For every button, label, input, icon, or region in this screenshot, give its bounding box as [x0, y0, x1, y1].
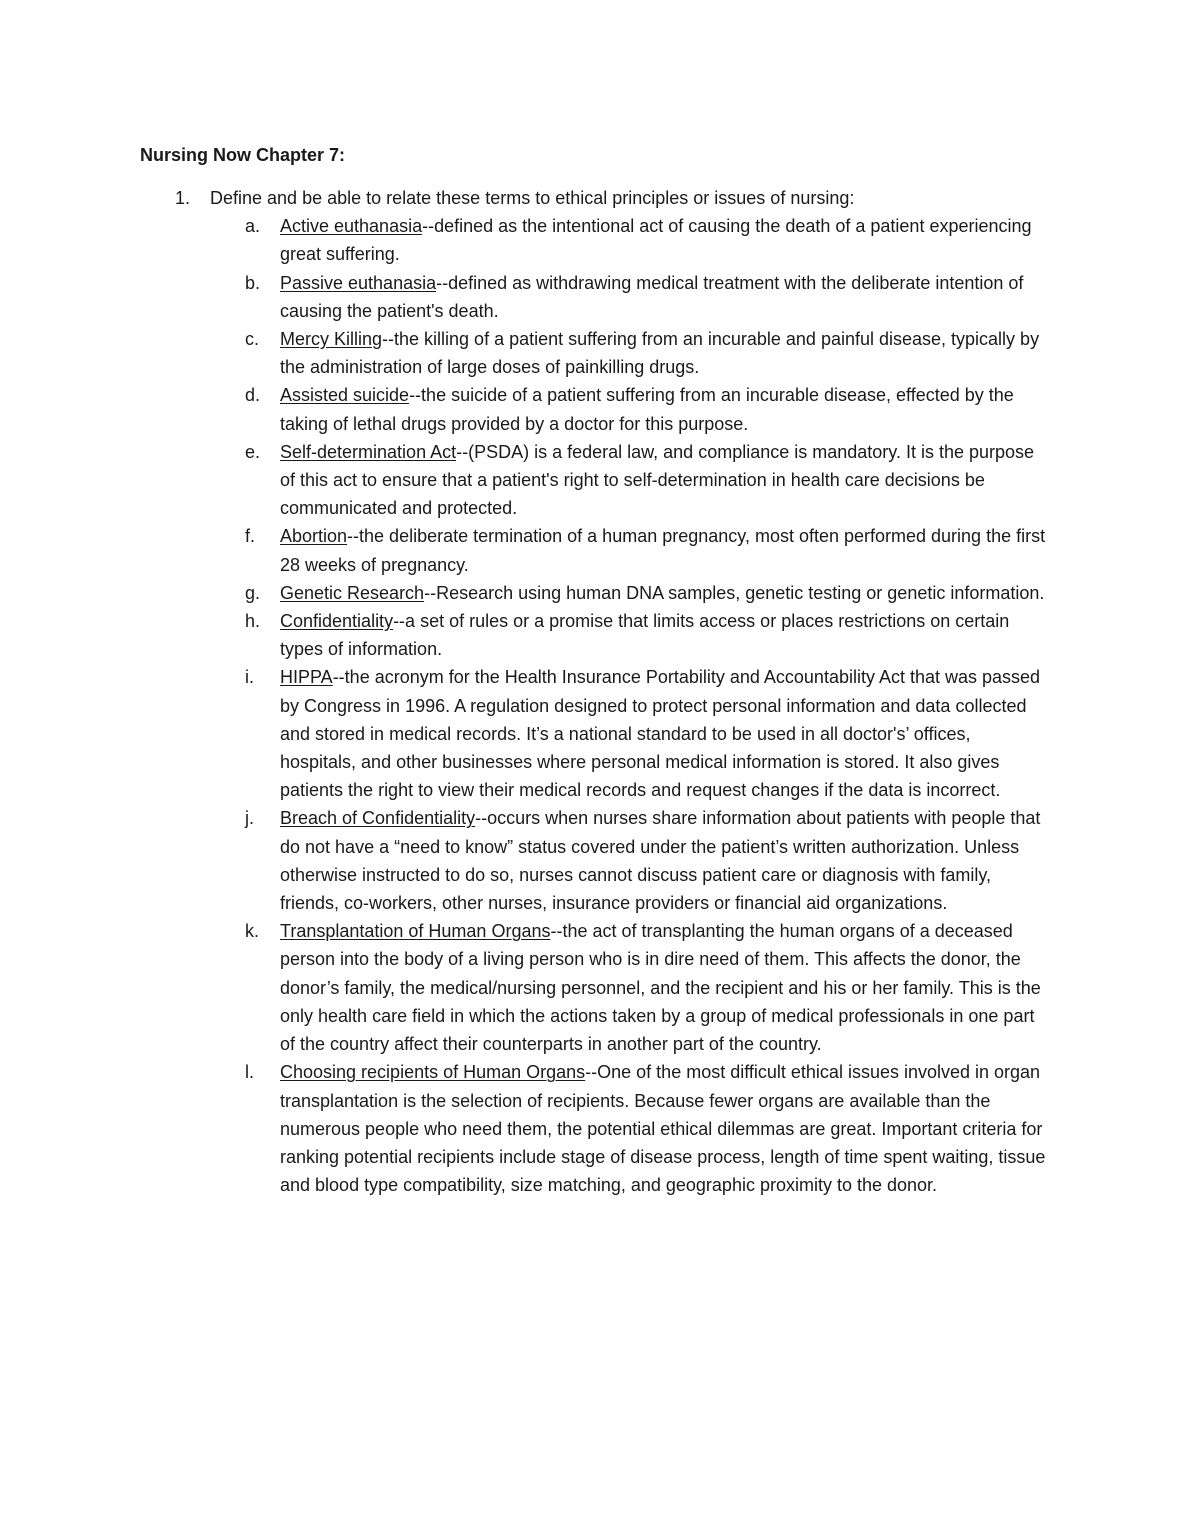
term-name: Abortion — [280, 526, 348, 547]
term-definition: --the acronym for the Health Insurance Portability and Accountability Act that was passed by Congress in 1996. A regulation designed to protect personal information and data collected and stored in medical records. It’s a national standard to be used in all doctor's’ offices, hospitals, and other businesses where personal medical information is stored. It also gives patients the right to view their medical records and request changes if the data is incorrect. — [280, 667, 1041, 801]
term-definition: --defined as the intentional act of causing the death of a patient experiencing great suffering. — [280, 216, 1032, 265]
question-prompt: Define and be able to relate these terms to ethical principles or issues of nursing: — [210, 188, 855, 208]
term-item — [175, 212, 1050, 268]
term-definition: --Research using human DNA samples, genetic testing or genetic information. — [424, 582, 1045, 603]
term-letter: j. — [245, 808, 254, 829]
question-1 — [175, 184, 1055, 1199]
term-name: Active euthanasia — [280, 216, 423, 237]
term-definition: --the suicide of a patient suffering from an incurable disease, effected by the taking of lethal drugs provided by a doctor for this purpose. — [280, 385, 1014, 434]
term-item — [175, 381, 1050, 437]
term-name: Genetic Research — [280, 582, 425, 603]
term-name: Passive euthanasia — [280, 272, 437, 293]
term-letter: b. — [245, 272, 261, 293]
term-item — [175, 804, 1050, 917]
term-definition: --(PSDA) is a federal law, and compliance is mandatory. It is the purpose of this act to ensure that a patient's right to self-determination in health care decisions be communicated and protected. — [280, 441, 1035, 519]
term-definition: --the killing of a patient suffering from an incurable and painful disease, typically by the administration of large doses of painkilling drugs. — [280, 329, 1040, 378]
term-name: Mercy Killing — [280, 329, 383, 350]
term-letter: f. — [245, 526, 256, 547]
terms-list — [175, 212, 1055, 1199]
term-letter: h. — [245, 611, 261, 632]
term-letter: g. — [245, 582, 261, 603]
term-item — [175, 325, 1050, 381]
term-item — [175, 917, 1050, 1058]
term-definition: --a set of rules or a promise that limits access or places restrictions on certain types of information. — [280, 611, 1010, 660]
term-item — [175, 269, 1050, 325]
term-name: Confidentiality — [280, 611, 394, 632]
term-letter: a. — [245, 216, 261, 237]
term-letter: c. — [245, 329, 260, 350]
term-item — [175, 663, 1050, 804]
term-definition: --occurs when nurses share information about patients with people that do not have a “need to know” status covered under the patient’s written authorization. Unless otherwise instructed to do so, nurses cannot discuss patient care or diagnosis with family, friends, co-workers, other nurses, insurance providers or financial aid organizations. — [280, 808, 1041, 914]
term-name: Breach of Confidentiality — [280, 808, 476, 829]
term-definition: --the deliberate termination of a human pregnancy, most often performed during the first 28 weeks of pregnancy. — [280, 526, 1046, 575]
term-name: Assisted suicide — [280, 385, 410, 406]
term-item — [175, 607, 1050, 663]
term-letter: l. — [245, 1062, 254, 1083]
term-name: Choosing recipients of Human Organs — [280, 1062, 586, 1083]
term-definition: --defined as withdrawing medical treatment with the deliberate intention of causing the patient's death. — [280, 272, 1024, 321]
question-prompt-line — [175, 184, 1055, 212]
term-letter: e. — [245, 441, 261, 462]
term-letter: k. — [245, 921, 260, 942]
term-item — [175, 438, 1050, 523]
question-number: 1. — [175, 188, 191, 208]
term-item — [175, 1058, 1050, 1199]
term-name: Transplantation of Human Organs — [280, 921, 551, 942]
term-item — [175, 522, 1050, 578]
term-definition: --One of the most difficult ethical issues involved in organ transplantation is the selection of recipients. Because fewer organs are available than the numerous people who need them, the potential ethical dilemmas are great. Important criteria for ranking potential recipients include stage of disease process, length of time spent waiting, tissue and blood type compatibility, size matching, and geographic proximity to the donor. — [280, 1062, 1046, 1196]
term-letter: d. — [245, 385, 261, 406]
term-name: HIPPA — [280, 667, 333, 688]
term-item — [175, 579, 1050, 607]
document-title: Nursing Now Chapter 7: — [140, 145, 346, 165]
term-definition: --the act of transplanting the human organs of a deceased person into the body of a living person who is in dire need of them. This affects the donor, the donor’s family, the medical/nursing personnel, and the recipient and his or her family. This is the only health care field in which the actions taken by a group of medical professionals in one part of the country affect their counterparts in another part of the country. — [280, 921, 1041, 1055]
term-letter: i. — [245, 667, 254, 688]
term-name: Self-determination Act — [280, 441, 457, 462]
